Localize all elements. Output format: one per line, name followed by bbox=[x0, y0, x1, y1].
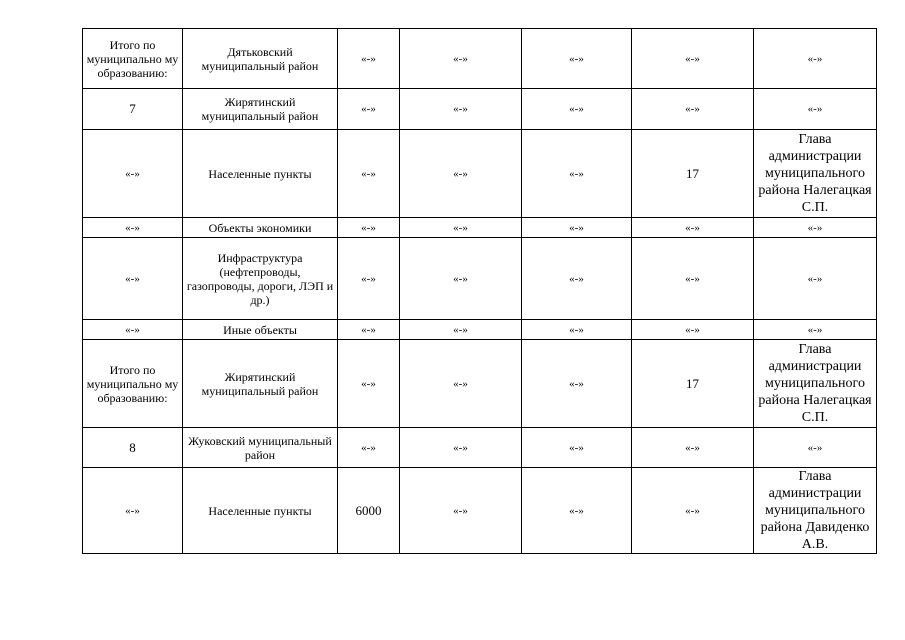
value-cell: «-» bbox=[632, 238, 754, 320]
responsible-cell: «-» bbox=[754, 238, 877, 320]
value-cell: «-» bbox=[400, 29, 522, 89]
value-cell: «-» bbox=[400, 340, 522, 428]
table-row bbox=[83, 29, 877, 89]
table-row bbox=[83, 320, 877, 340]
district-name-cell: Жирятинский муниципальный район bbox=[183, 89, 338, 130]
district-name-cell: Жирятинский муниципальный район bbox=[183, 340, 338, 428]
responsible-cell: «-» bbox=[754, 89, 877, 130]
value-cell: «-» bbox=[400, 238, 522, 320]
object-type-cell: Инфраструктура (нефтепроводы, газопроводы, дороги, ЛЭП и др.) bbox=[183, 238, 338, 320]
table-row bbox=[83, 340, 877, 428]
object-type-cell: Объекты экономики bbox=[183, 218, 338, 238]
evacuation-table bbox=[82, 28, 877, 554]
object-type-cell: Иные объекты bbox=[183, 320, 338, 340]
value-cell: 17 bbox=[632, 340, 754, 428]
value-cell: «-» bbox=[632, 218, 754, 238]
value-cell: «-» bbox=[338, 29, 400, 89]
value-cell: «-» bbox=[522, 89, 632, 130]
value-cell: «-» bbox=[338, 320, 400, 340]
row-number-cell: «-» bbox=[83, 468, 183, 554]
row-number-cell: «-» bbox=[83, 238, 183, 320]
responsible-cell: Глава администрации муниципального района Налегацкая С.П. bbox=[754, 130, 877, 218]
value-cell: «-» bbox=[522, 29, 632, 89]
value-cell: «-» bbox=[400, 218, 522, 238]
table-row bbox=[83, 238, 877, 320]
value-cell: «-» bbox=[338, 238, 400, 320]
value-cell: «-» bbox=[522, 468, 632, 554]
row-number-cell: 8 bbox=[83, 428, 183, 468]
value-cell: «-» bbox=[400, 468, 522, 554]
value-cell: «-» bbox=[522, 130, 632, 218]
object-type-cell: Населенные пункты bbox=[183, 468, 338, 554]
responsible-cell: «-» bbox=[754, 428, 877, 468]
responsible-cell: «-» bbox=[754, 218, 877, 238]
value-cell: «-» bbox=[400, 428, 522, 468]
value-cell: «-» bbox=[522, 428, 632, 468]
value-cell: «-» bbox=[338, 340, 400, 428]
value-cell: «-» bbox=[522, 320, 632, 340]
subtotal-label-cell: Итого по муниципально му образованию: bbox=[83, 340, 183, 428]
table-row bbox=[83, 130, 877, 218]
responsible-cell: Глава администрации муниципального района Налегацкая С.П. bbox=[754, 340, 877, 428]
object-type-cell: Населенные пункты bbox=[183, 130, 338, 218]
value-cell: «-» bbox=[522, 238, 632, 320]
table-row bbox=[83, 468, 877, 554]
row-number-cell: «-» bbox=[83, 218, 183, 238]
value-cell: «-» bbox=[632, 320, 754, 340]
table-row bbox=[83, 428, 877, 468]
responsible-cell: Глава администрации муниципального района Давиденко А.В. bbox=[754, 468, 877, 554]
value-cell: «-» bbox=[400, 130, 522, 218]
value-cell: «-» bbox=[400, 89, 522, 130]
value-cell: «-» bbox=[632, 89, 754, 130]
value-cell: «-» bbox=[338, 428, 400, 468]
value-cell: «-» bbox=[522, 218, 632, 238]
responsible-cell: «-» bbox=[754, 29, 877, 89]
value-cell: «-» bbox=[338, 218, 400, 238]
value-cell: 6000 bbox=[338, 468, 400, 554]
row-number-cell: «-» bbox=[83, 320, 183, 340]
table-row bbox=[83, 218, 877, 238]
value-cell: «-» bbox=[632, 29, 754, 89]
table-row bbox=[83, 89, 877, 130]
value-cell: «-» bbox=[400, 320, 522, 340]
value-cell: «-» bbox=[338, 130, 400, 218]
value-cell: «-» bbox=[338, 89, 400, 130]
row-number-cell: 7 bbox=[83, 89, 183, 130]
responsible-cell: «-» bbox=[754, 320, 877, 340]
value-cell: 17 bbox=[632, 130, 754, 218]
value-cell: «-» bbox=[522, 340, 632, 428]
subtotal-label-cell: Итого по муниципально му образованию: bbox=[83, 29, 183, 89]
district-name-cell: Жуковский муниципальный район bbox=[183, 428, 338, 468]
district-name-cell: Дятьковский муниципальный район bbox=[183, 29, 338, 89]
value-cell: «-» bbox=[632, 428, 754, 468]
row-number-cell: «-» bbox=[83, 130, 183, 218]
value-cell: «-» bbox=[632, 468, 754, 554]
